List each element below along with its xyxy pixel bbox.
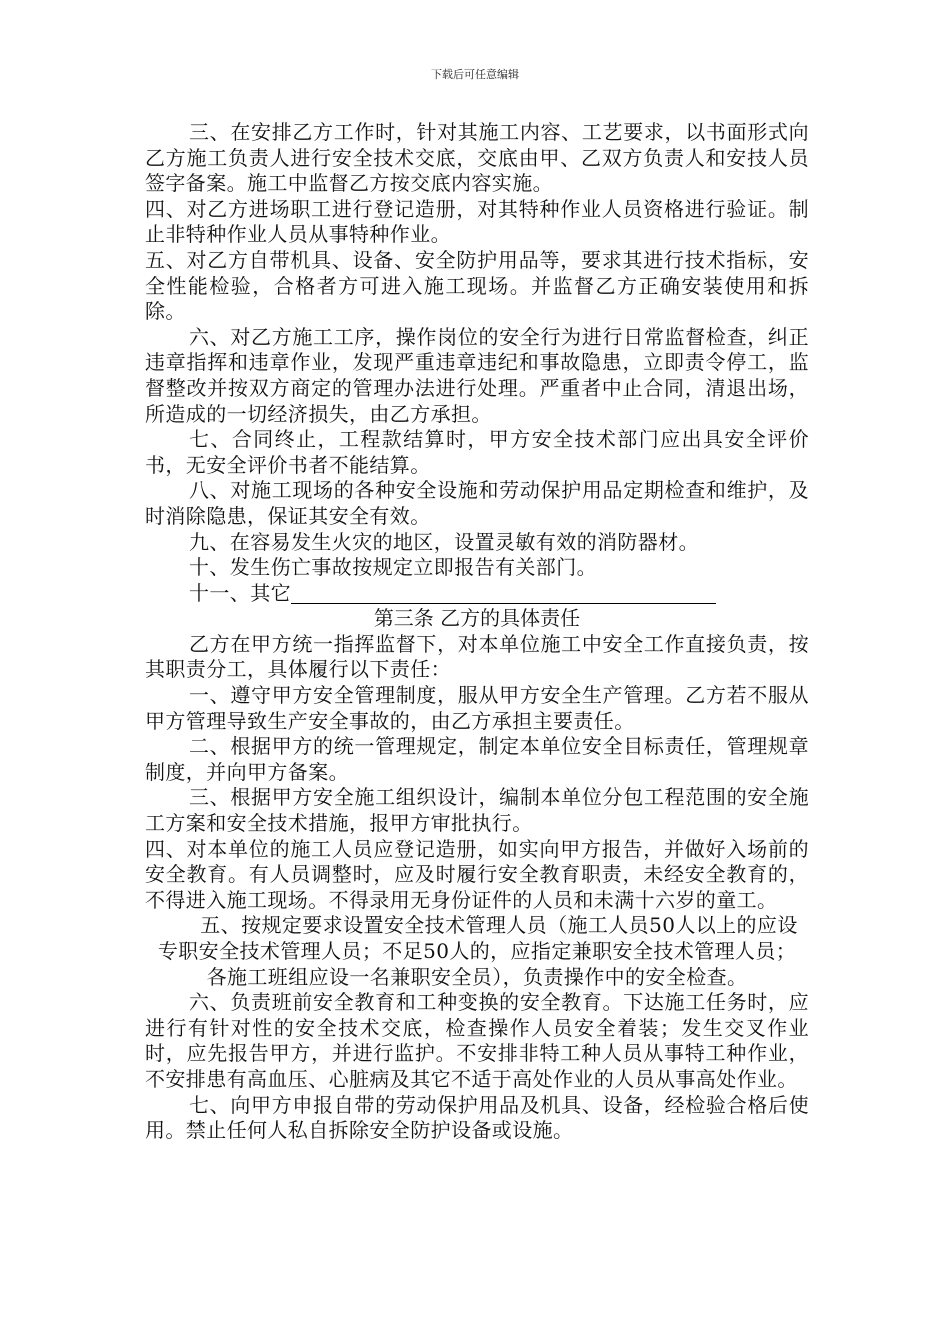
paragraph-4: 四、对乙方进场职工进行登记造册，对其特种作业人员资格进行验证。制止非特种作业人员从事特种作业。 bbox=[145, 196, 809, 247]
paragraph-5: 五、对乙方自带机具、设备、安全防护用品等，要求其进行技术指标，安全性能检验，合格者方可进入施工现场。并监督乙方正确安装使用和拆除。 bbox=[145, 247, 809, 324]
article3-item-2: 二、根据甲方的统一管理规定，制定本单位安全目标责任，管理规章制度，并向甲方备案。 bbox=[145, 734, 809, 784]
article3-item-7: 七、向甲方申报自带的劳动保护用品及机具、设备，经检验合格后使用。禁止任何人私自拆除安全防护设备或设施。 bbox=[145, 1092, 809, 1143]
document-body bbox=[145, 120, 809, 1144]
paragraph-7: 七、合同终止，工程款结算时，甲方安全技术部门应出具安全评价书，无安全评价书者不能结算。 bbox=[145, 427, 809, 477]
fill-in-blank-line bbox=[291, 583, 716, 604]
article3-item-5: 五、按规定要求设置安全技术管理人员（施工人员50人以上的应设专职安全技术管理人员；不足50人的，应指定兼职安全技术管理人员；各施工班组应设一名兼职安全员），负责操作中的安全检查。 bbox=[157, 913, 798, 989]
article3-item-1: 一、遵守甲方安全管理制度，服从甲方安全生产管理。乙方若不服从甲方管理导致生产安全事故的，由乙方承担主要责任。 bbox=[145, 683, 809, 733]
article3-item-4: 四、对本单位的施工人员应登记造册，如实向甲方报告，并做好入场前的安全教育。有人员调整时，应及时履行安全教育职责，未经安全教育的，不得进入施工现场。不得录用无身份证件的人员和未满十六岁的童工。 bbox=[145, 836, 809, 912]
paragraph-3: 三、在安排乙方工作时，针对其施工内容、工艺要求，以书面形式向乙方施工负责人进行安全技术交底，交底由甲、乙双方负责人和安技人员签字备案。施工中监督乙方按交底内容实施。 bbox=[145, 120, 809, 196]
paragraph-6: 六、对乙方施工工序，操作岗位的安全行为进行日常监督检查，纠正违章指挥和违章作业，发现严重违章违纪和事故隐患，立即责令停工，监督整改并按双方商定的管理办法进行处理。严重者中止合同，清退出场，所造成的一切经济损失，由乙方承担。 bbox=[145, 324, 809, 426]
paragraph-8: 八、对施工现场的各种安全设施和劳动保护用品定期检查和维护，及时消除隐患，保证其安全有效。 bbox=[145, 478, 809, 528]
paragraph-10: 十、发生伤亡事故按规定立即报告有关部门。 bbox=[189, 555, 597, 580]
paragraph-9: 九、在容易发生火灾的地区，设置灵敏有效的消防器材。 bbox=[189, 529, 699, 554]
article-title: 第三条 乙方的具体责任 bbox=[373, 606, 581, 631]
page-header-note: 下载后可任意编辑 bbox=[431, 68, 519, 81]
article3-item-6: 六、负责班前安全教育和工种变换的安全教育。下达施工任务时，应进行有针对性的安全技术交底，检查操作人员安全着装；发生交叉作业时，应先报告甲方，并进行监护。不安排非特工种人员从事特工种作业，不安排患有高血压、心脏病及其它不适于高处作业的人员从事高处作业。 bbox=[145, 990, 809, 1091]
paragraph-11-label: 十一、其它 bbox=[189, 580, 291, 605]
paragraph-11 bbox=[145, 581, 809, 607]
article3-item-3: 三、根据甲方安全施工组织设计，编制本单位分包工程范围的安全施工方案和安全技术措施，报甲方审批执行。 bbox=[145, 785, 809, 836]
article3-intro: 乙方在甲方统一指挥监督下，对本单位施工中安全工作直接负责，按其职责分工，具体履行以下责任： bbox=[145, 631, 809, 682]
